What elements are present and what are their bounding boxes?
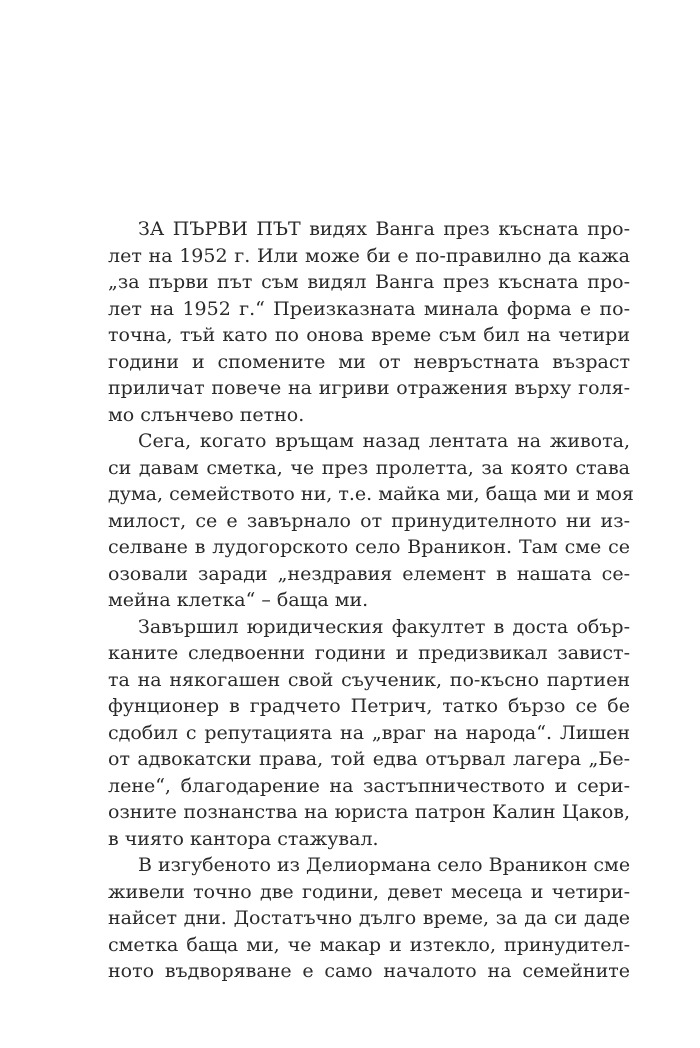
text-line: милост, се е завърнало от принудителното ни из- — [108, 509, 630, 532]
text-line: приличат повече на игриви отражения върху голя- — [108, 377, 630, 399]
text-line: мо слънчево петно. — [108, 403, 305, 426]
text-line: години и спомените ми от невръстната възраст — [108, 350, 630, 373]
text-line: сметка баща ми, че макар и изтекло, принудител- — [108, 933, 630, 956]
text-line: мейна клетка“ – баща ми. — [108, 589, 369, 611]
text-line: от адвокатски права, той едва отървал лагера „Бе- — [108, 748, 630, 770]
text-line: дума, семейството ни, т.е. майка ми, баща ми и моя — [108, 483, 634, 505]
text-line: Завършил юридическия факултет в доста обър- — [138, 615, 630, 638]
text-line: ното въдворяване е само началото на семейните — [108, 960, 630, 982]
text-line: лет на 1952 г. Или може би е по-правилно да кажа — [108, 244, 630, 267]
text-line: фунционер в градчето Петрич, татко бързо се бе — [108, 695, 630, 717]
text-line: ЗА ПЪРВИ ПЪТ видях Ванга през късната про- — [138, 218, 630, 240]
text-line: „за първи път съм видял Ванга през късната про- — [108, 271, 630, 293]
text-line: си давам сметка, че през пролетта, за която става — [108, 456, 630, 479]
text-line: Сега, когато връщам назад лентата на живота, — [138, 430, 630, 452]
text-line: живели точно две години, девет месеца и четири- — [108, 880, 630, 903]
text-line: селване в лудогорското село Враникон. Там сме се — [108, 536, 630, 558]
text-line: В изгубеното из Делиормана село Враникон сме — [138, 854, 631, 876]
body-text — [108, 216, 634, 985]
text-line: каните следвоенни години и предизвикал завист- — [108, 642, 630, 664]
text-line: найсет дни. Достатъчно дълго време, за да си даде — [108, 907, 630, 929]
text-line: точна, тъй като по онова време съм бил на четири — [108, 324, 630, 346]
text-line: сдобил с репутацията на „враг на народа“. Лишен — [108, 721, 630, 744]
text-line: та на някогашен свой съученик, по-късно партиен — [108, 668, 630, 691]
text-line: лет на 1952 г.“ Преизказната минала форма е по- — [108, 297, 630, 320]
text-line: лене“, благодарение на застъпничеството и сери- — [108, 774, 630, 797]
text-line: в чиято кантора стажувал. — [108, 827, 379, 850]
text-line: озните познанства на юриста патрон Калин Цаков, — [108, 801, 630, 823]
text-line: озовали заради „нездравия елемент в нашата се- — [108, 562, 630, 585]
